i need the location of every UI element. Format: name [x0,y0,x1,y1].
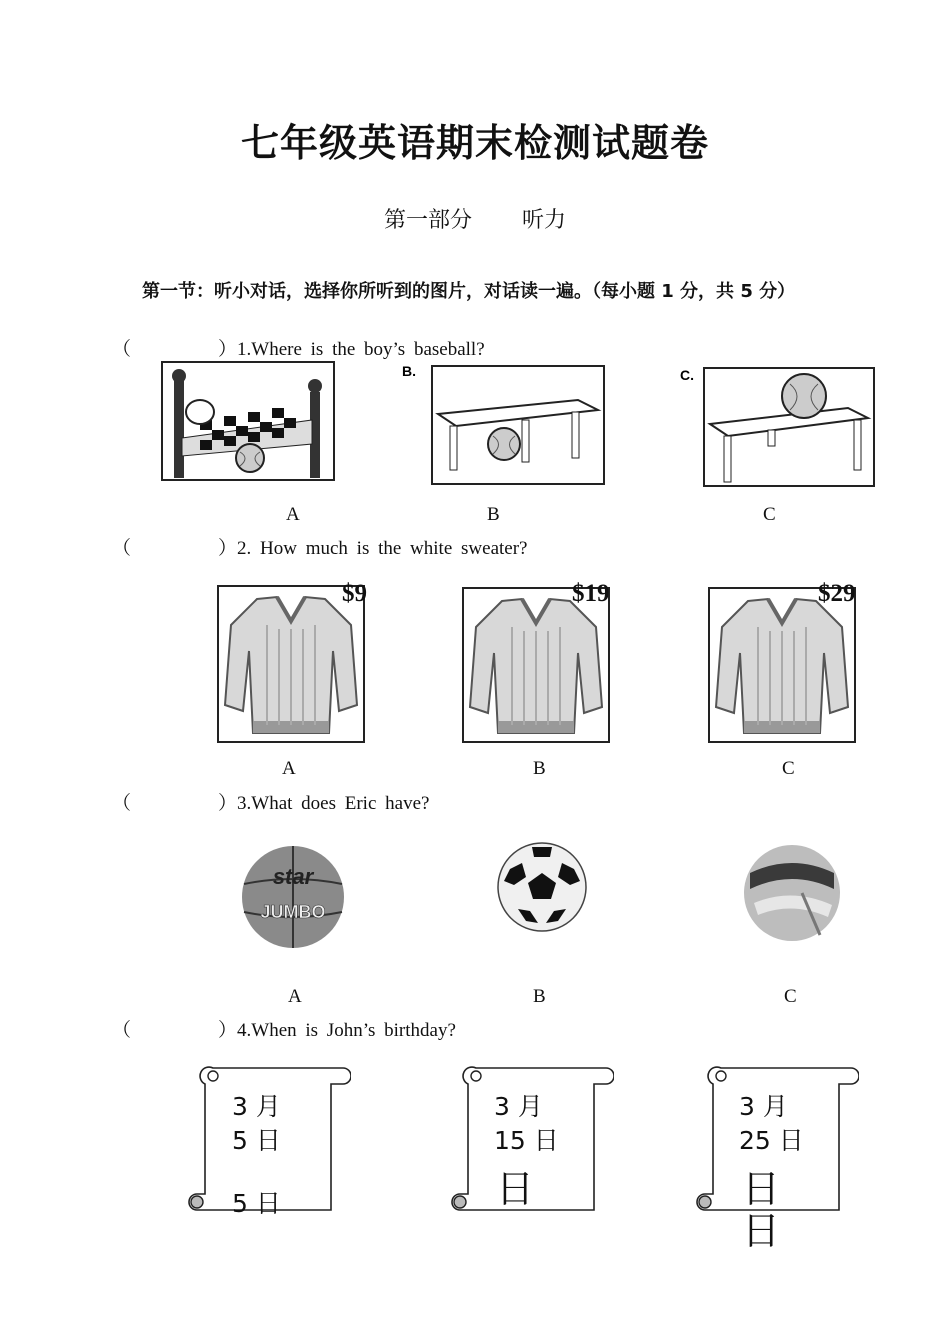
option-label: B [533,986,546,1007]
sweater-picture [217,585,365,743]
bed-ball-under-picture [160,360,336,484]
table-ball-on-top-picture [676,362,878,490]
option-label: B [533,758,546,779]
question-4: （ ）4.When is John’s birthday? [112,1015,456,1042]
option-label: A [286,504,300,525]
section-instruction: 第一节：听小对话，选择你所听到的图片，对话读一遍。（每小题 1 分，共 5 分） [142,281,796,302]
day: 5 日 [232,1126,281,1155]
pic-tag: B. [402,363,416,379]
part-heading [0,203,950,234]
part-name: 第一部分 [383,208,472,233]
question-text: 3.What does Eric have? [237,793,430,814]
answer-blank[interactable]: （ [112,1020,132,1041]
scroll-overflow-text: 日 [742,1167,781,1211]
pic-tag: C. [680,367,694,383]
scroll-date [232,1090,281,1158]
question-text: 4.When is John’s birthday? [237,1020,456,1041]
option-label: C [784,986,797,1007]
scroll-date [739,1090,804,1158]
scroll-date [494,1090,559,1158]
question-text: 1.Where is the boy’s baseball? [237,339,485,360]
volleyball-picture [742,843,842,943]
table-ball-under-picture [398,360,608,486]
sweater-picture [708,587,856,743]
answer-blank[interactable]: （ [112,793,132,814]
option-label: B [487,504,500,525]
answer-blank[interactable]: （ [112,339,132,360]
price-tag: $9 [342,580,367,607]
sweater-picture [462,587,610,743]
question-text: 2. How much is the white sweater? [237,538,528,559]
day: 25 日 [739,1126,804,1155]
part-topic: 听力 [522,208,567,233]
option-label: A [282,758,296,779]
answer-blank[interactable]: （ [112,538,132,559]
svg-text:star: star [272,864,314,889]
price-tag: $19 [572,580,610,607]
question-1: （ ）1.Where is the boy’s baseball? [112,334,485,361]
page-title: 七年级英语期末检测试题卷 [240,121,709,165]
question-2: （ ）2. How much is the white sweater? [112,533,527,560]
soccer-ball-picture [496,841,588,933]
option-label: A [288,986,302,1007]
scroll-overflow-text: 5 日 [232,1189,281,1218]
option-label: C [763,504,776,525]
month: 3 月 [494,1092,543,1121]
scroll-overflow-text: 日 [496,1167,535,1211]
svg-text:JUMBO: JUMBO [260,902,326,922]
month: 3 月 [232,1092,281,1121]
basketball-picture [240,844,346,950]
option-label: C [782,758,795,779]
day: 15 日 [494,1126,559,1155]
month: 3 月 [739,1092,788,1121]
price-tag: $29 [818,580,856,607]
scroll-overflow-text: 日 [742,1209,781,1253]
question-3: （ ）3.What does Eric have? [112,788,429,815]
